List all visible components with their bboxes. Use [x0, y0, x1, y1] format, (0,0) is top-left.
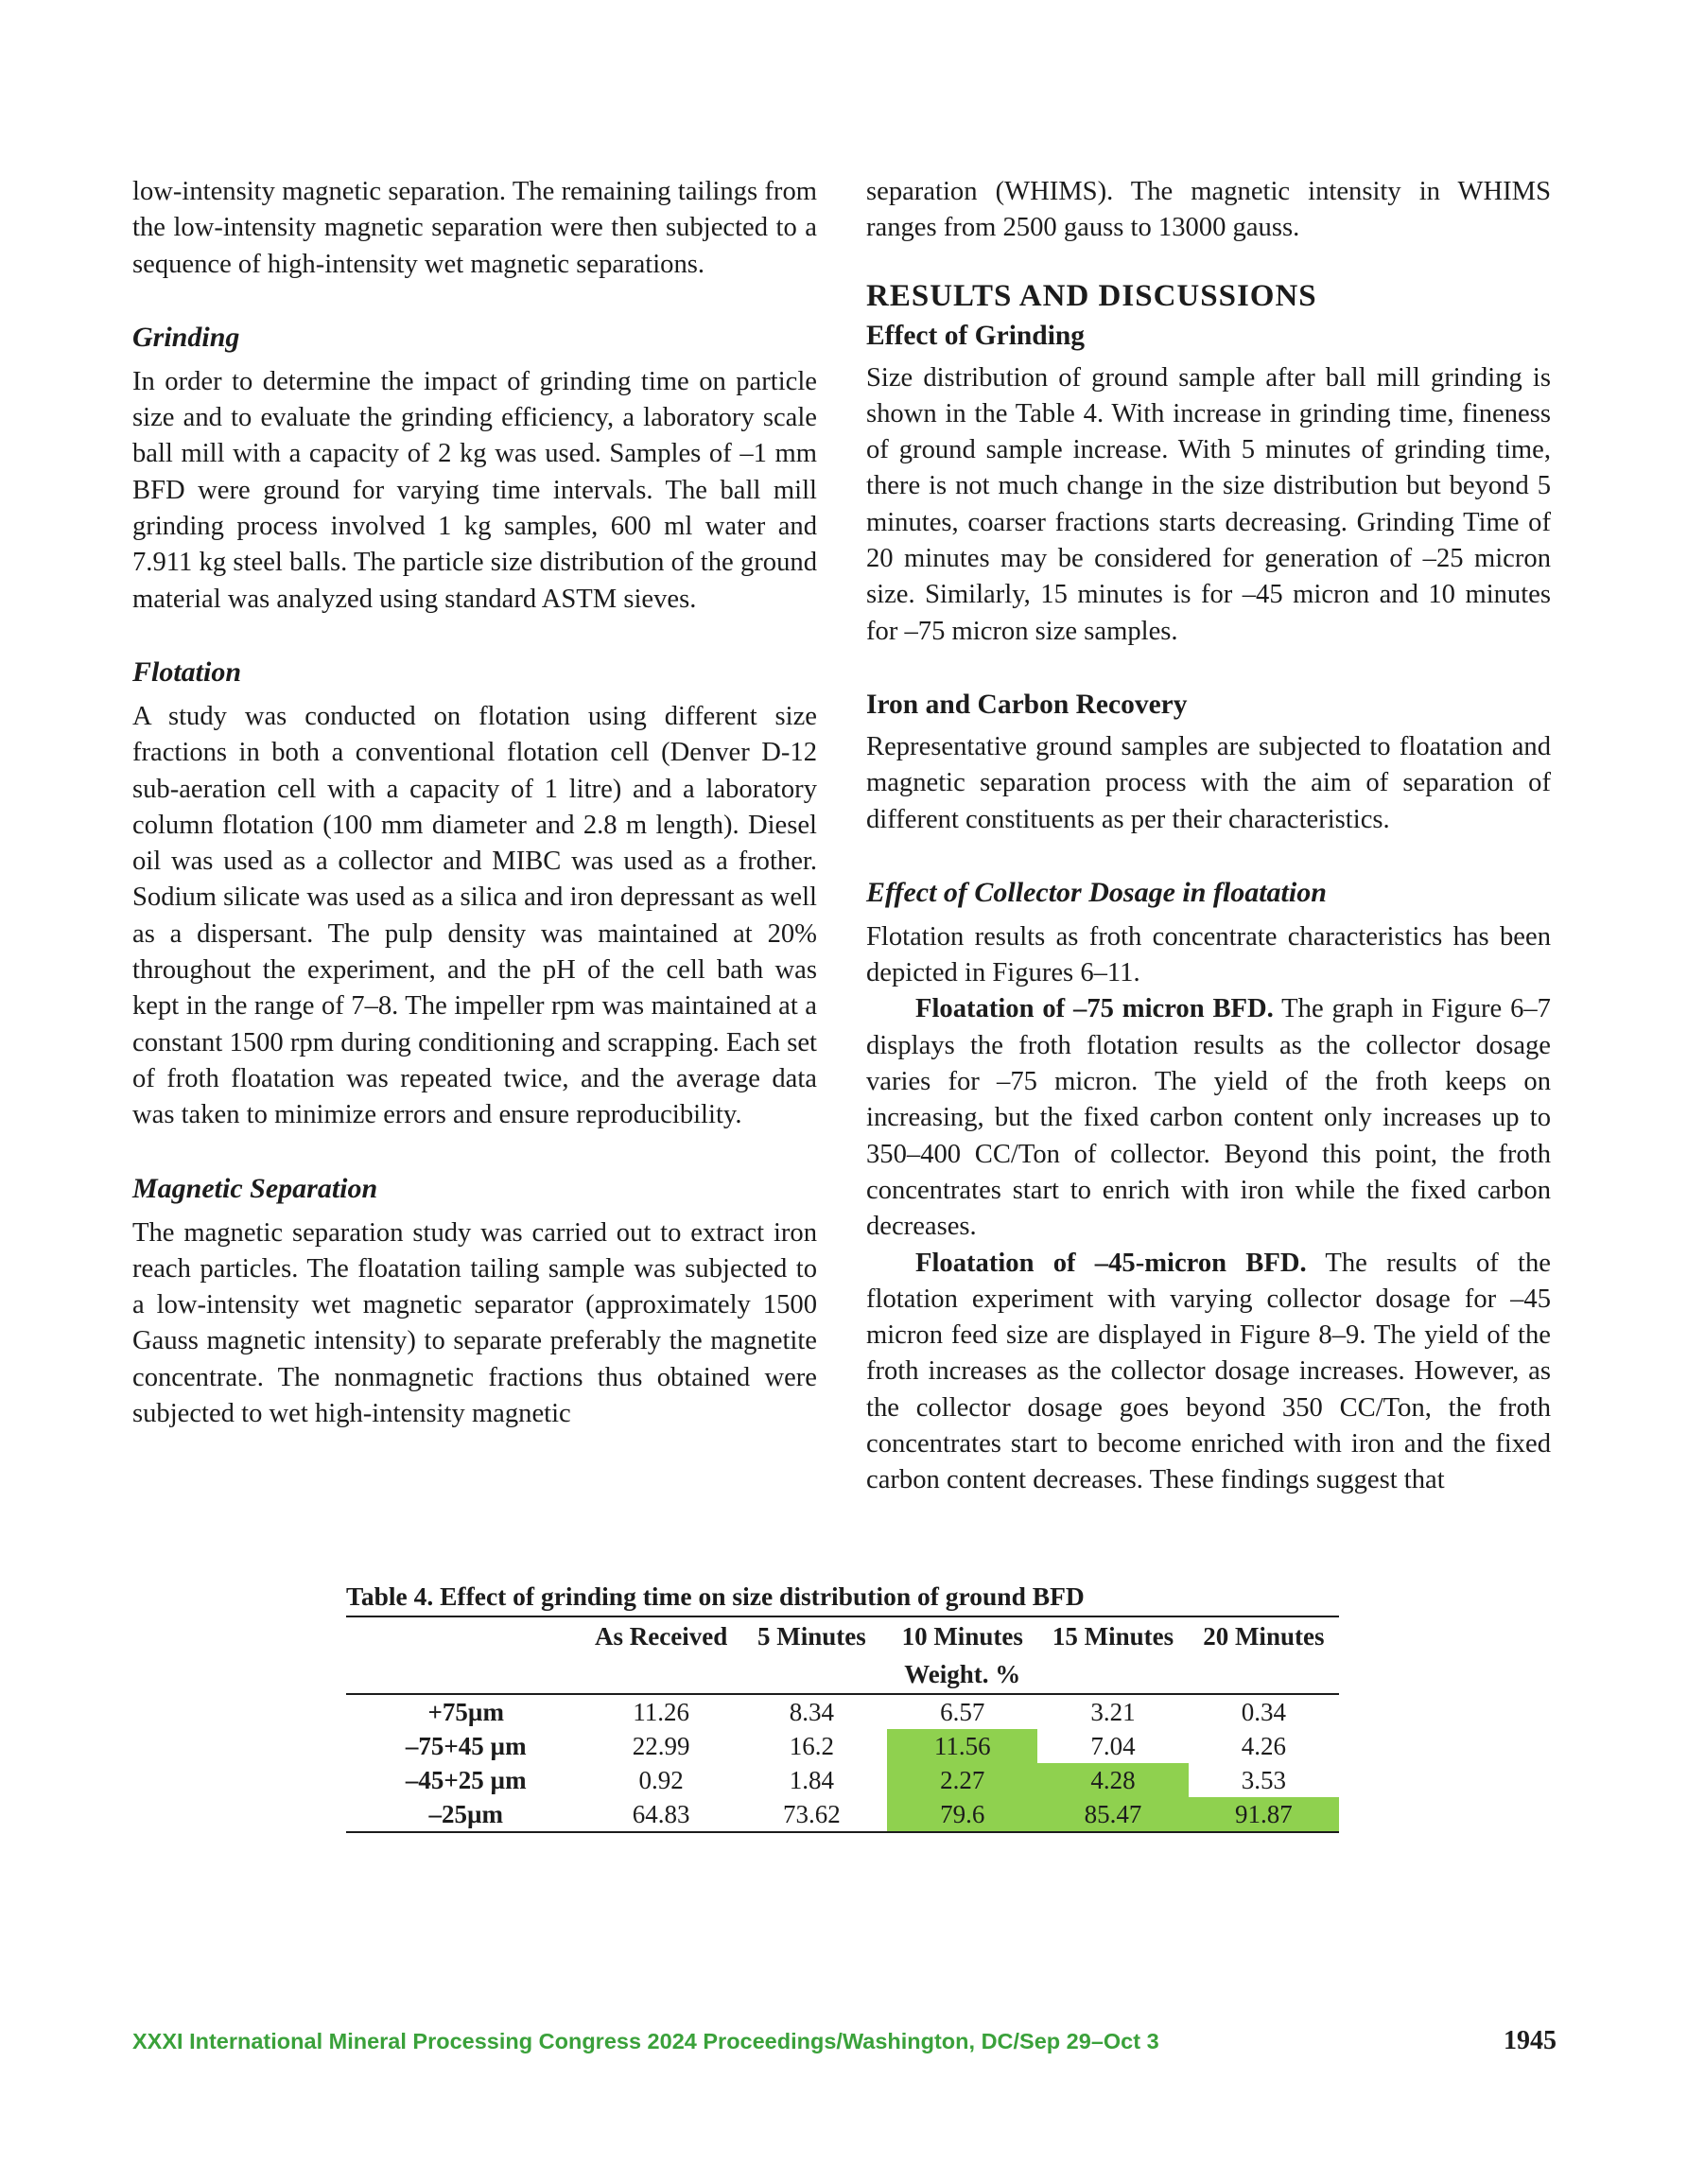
table-row — [346, 1763, 1339, 1797]
table-header-row — [346, 1616, 1339, 1655]
table-cell: 22.99 — [632, 1731, 690, 1760]
table-cell: 8.34 — [789, 1697, 835, 1726]
effect-grinding-heading: Effect of Grinding — [866, 320, 1086, 351]
table-cell-highlighted: 85.47 — [1037, 1797, 1188, 1832]
row-label: –75+45 µm — [405, 1731, 527, 1760]
table-cell-highlighted: 2.27 — [887, 1763, 1037, 1797]
magnetic-separation-heading: Magnetic Separation — [132, 1172, 378, 1204]
table-caption: Table 4. Effect of grinding time on size distribution of ground BFD — [346, 1581, 1085, 1611]
table-row — [346, 1797, 1339, 1832]
collector-dosage-heading: Effect of Collector Dosage in floatation — [866, 876, 1327, 908]
table-4 — [346, 1580, 1339, 1833]
table-header-cell: 15 Minutes — [1037, 1616, 1188, 1655]
table-cell-highlighted: 91.87 — [1189, 1797, 1339, 1832]
grinding-heading: Grinding — [132, 321, 240, 353]
table-cell: 1.84 — [789, 1765, 835, 1794]
table-cell: 3.21 — [1090, 1697, 1136, 1726]
table-cell-highlighted: 4.28 — [1037, 1763, 1188, 1797]
conference-footer: XXXI International Mineral Processing Congress 2024 Proceedings/Washington, DC/Sep 29–Oct 3 — [132, 2029, 1159, 2053]
magnetic-separation-paragraph: The magnetic separation study was carried out to extract iron reach particles. The floatation tailing sample was subjected to a low-intensity wet magnetic separator (approximately 1500 Gauss magnetic intensity) to separate preferably the magnetite concentrate. The nonmagnetic fractions thus obtained were subjected to wet high-intensity magnetic — [132, 1217, 817, 1429]
floatation-75-paragraph — [866, 991, 1551, 1245]
row-label: +75µm — [427, 1697, 504, 1726]
collector-dosage-paragraph: Flotation results as froth concentrate characteristics has been depicted in Figures 6–11. — [866, 921, 1551, 988]
table-unit-header: Weight. % — [585, 1655, 1339, 1694]
effect-grinding-paragraph: Size distribution of ground sample after ball mill grinding is shown in the Table 4. With increase in grinding time, fineness of ground sample increase. With 5 minutes of grinding time, there is not much change in the size distribution but beyond 5 minutes, coarser fractions starts decreasing. Grinding Time of 20 minutes may be considered for generation of –25 micron size. Similarly, 15 minutes is for –45 micron and 10 minutes for –75 micron size samples. — [866, 362, 1551, 646]
section-title: RESULTS AND DISCUSSIONS — [866, 278, 1317, 313]
table-cell: 0.92 — [638, 1765, 684, 1794]
table-cell: 64.83 — [585, 1797, 736, 1832]
floatation-45-text: The results of the flotation experiment with varying collector dosage for –45 micron feed size are displayed in Figure 8–9. The yield of the froth increases as the collector dosage increases. However, as the collector dosage goes beyond 350 CC/Ton, the froth concentrates start to become enriched with iron and the fixed carbon content decreases. These findings suggest that — [866, 1248, 1551, 1495]
table-cell: 4.26 — [1241, 1731, 1286, 1760]
table-cell-highlighted: 11.56 — [887, 1729, 1037, 1763]
table-header-blank — [346, 1616, 585, 1655]
right-column — [866, 174, 1551, 1499]
table-cell: 6.57 — [940, 1697, 985, 1726]
table-cell: 7.04 — [1090, 1731, 1136, 1760]
row-label: –45+25 µm — [405, 1765, 527, 1794]
intro-paragraph-left: low-intensity magnetic separation. The remaining tailings from the low-intensity magnetic separation were then subjected to a sequence of high-intensity wet magnetic separations. — [132, 177, 817, 279]
table-header-cell: 5 Minutes — [737, 1616, 887, 1655]
floatation-75-text: The graph in Figure 6–7 displays the froth flotation results as the collector dosage varies for –75 micron. The yield of the froth keeps on increasing, but the fixed carbon content only increases up to 350–400 CC/Ton of collector. Beyond this point, the froth concentrates start to enrich with iron while the fixed carbon decreases. — [866, 994, 1551, 1242]
table-unit-blank — [346, 1655, 585, 1694]
table-cell: 11.26 — [633, 1697, 689, 1726]
table-row — [346, 1729, 1339, 1763]
iron-carbon-heading: Iron and Carbon Recovery — [866, 689, 1188, 720]
size-distribution-table — [346, 1616, 1339, 1833]
table-cell: 16.2 — [789, 1731, 835, 1760]
intro-paragraph-right: separation (WHIMS). The magnetic intensity in WHIMS ranges from 2500 gauss to 13000 gauss. — [866, 177, 1551, 243]
table-cell: 73.62 — [737, 1797, 887, 1832]
table-unit-row — [346, 1655, 1339, 1694]
table-header-cell: As Received — [585, 1616, 736, 1655]
flotation-heading: Flotation — [132, 655, 242, 688]
flotation-paragraph: A study was conducted on flotation using different size fractions in both a conventional flotation cell (Denver D-12 sub-aeration cell with a capacity of 1 litre) and a laboratory column flotation (100 mm diameter and 2.8 m length). Diesel oil was used as a collector and MIBC was used as a frother. Sodium silicate was used as a silica and iron depressant as well as a dispersant. The pulp density was maintained at 20% throughout the experiment, and the pH of the cell bath was kept in the range of 7–8. The impeller rpm was maintained at a constant 1500 rpm during conditioning and scrapping. Each set of froth floatation was repeated twice, and the average data was taken to minimize errors and ensure reproducibility. — [132, 701, 817, 1130]
table-header-cell: 10 Minutes — [887, 1616, 1037, 1655]
table-cell: 0.34 — [1241, 1697, 1286, 1726]
iron-carbon-paragraph: Representative ground samples are subjected to floatation and magnetic separation process with the aim of separation of different constituents as per their characteristics. — [866, 731, 1551, 834]
floatation-45-run-in: Floatation of –45-micron BFD. — [915, 1248, 1307, 1278]
page-footer — [132, 2024, 1557, 2062]
table-row — [346, 1694, 1339, 1729]
row-label: –25µm — [346, 1797, 585, 1832]
table-header-cell: 20 Minutes — [1189, 1616, 1339, 1655]
grinding-paragraph: In order to determine the impact of grinding time on particle size and to evaluate the grinding efficiency, a laboratory scale ball mill with a capacity of 2 kg was used. Samples of –1 mm BFD were ground for varying time intervals. The ball mill grinding process involved 1 kg samples, 600 ml water and 7.911 kg steel balls. The particle size distribution of the ground material was analyzed using standard ASTM sieves. — [132, 366, 817, 614]
floatation-45-paragraph — [866, 1246, 1551, 1499]
floatation-75-run-in: Floatation of –75 micron BFD. — [915, 994, 1274, 1024]
table-cell-highlighted: 79.6 — [887, 1797, 1037, 1832]
table-cell: 3.53 — [1241, 1765, 1286, 1794]
page-number: 1945 — [1504, 2026, 1557, 2055]
left-column — [132, 174, 817, 1432]
